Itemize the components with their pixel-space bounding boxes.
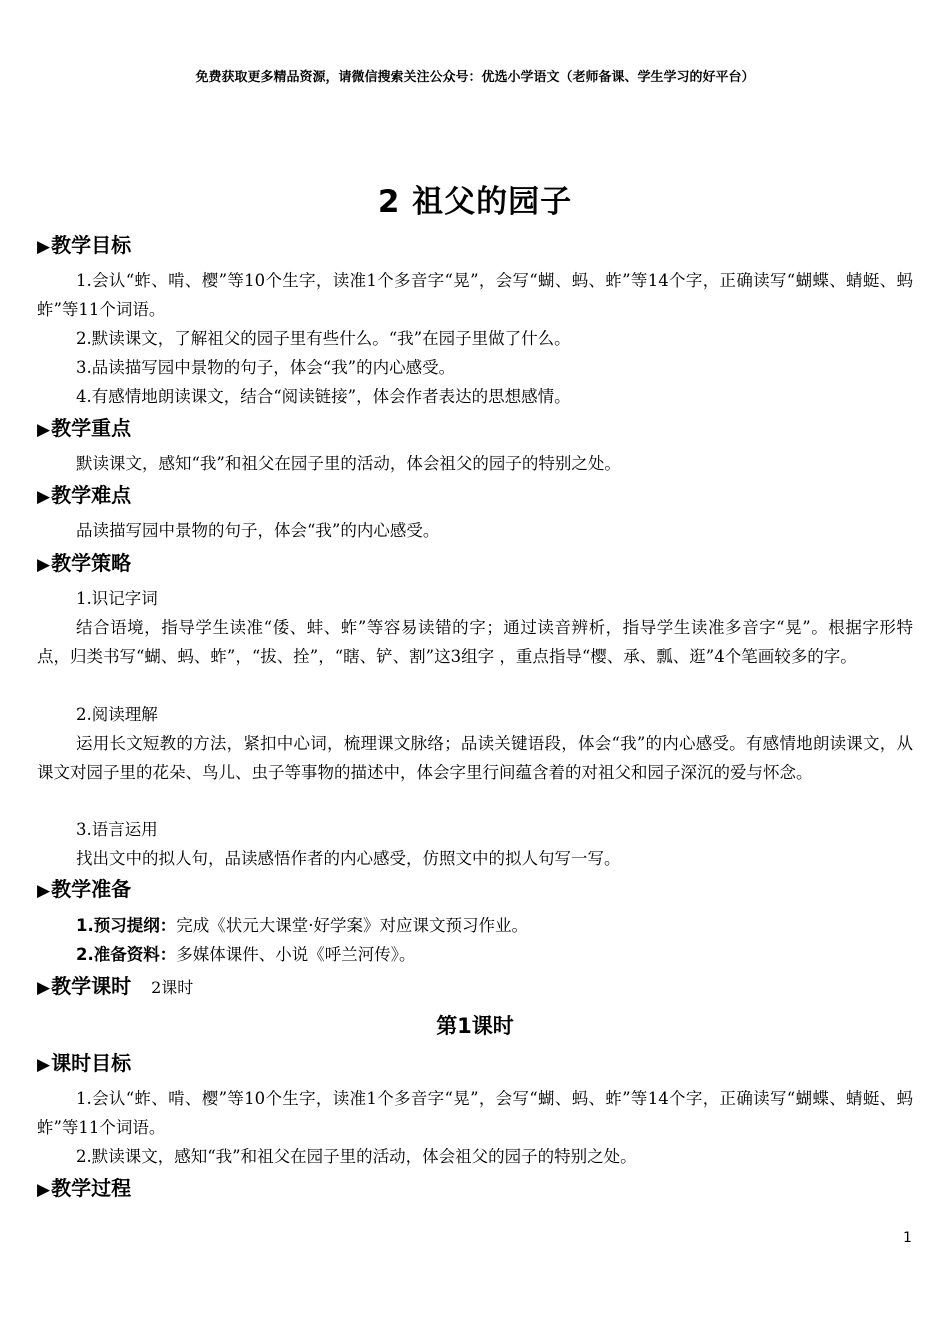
strategy-title: 2.阅读理解 [76,705,158,724]
preparation-item [37,911,913,940]
lesson-goal-item: 2.默读课文，感知“我”和祖父在园子里的活动，体会祖父的园子的特别之处。 [76,1147,637,1166]
strategy-text: 结合语境，指导学生读准“倭、蚌、蚱”等容易读错的字；通过读音辨析，指导学生读准多音字“晃”。根据字形特点，归类书写“蝴、蚂、蚱”，“拔、拴”，“瞎、铲、割”这3组字 ，重点指导“樱、承、瓢、逛”4个笔画较多的字。 [37,618,913,666]
page-number: 1 [903,1230,912,1246]
promo-banner: 免费获取更多精品资源，请微信搜索关注公众号：优选小学语文（老师备课、学生学习的好平台） [195,70,755,85]
preparation-label: 2.准备资料： [76,945,177,964]
triangle-marker-icon: ▶ [37,1055,51,1075]
goal-item: 2.默读课文，了解祖父的园子里有些什么。“我”在园子里做了什么。 [76,329,571,348]
heading-text: 教学目标 [51,233,132,257]
strategy-text: 运用长文短教的方法，紧扣中心词，梳理课文脉络；品读关键语段，体会“我”的内心感受。有感情地朗读课文，从课文对园子里的花朵、鸟儿、虫子等事物的描述中，体会字里行间蕴含着的对祖父和园子深沉的爱与怀念。 [37,734,913,782]
difficulties-text: 品读描写园中景物的句子，体会“我”的内心感受。 [76,521,440,540]
triangle-marker-icon: ▶ [37,237,51,257]
heading-text: 教学策略 [51,551,132,575]
strategy-title: 1.识记字词 [76,589,158,608]
document-title: 2 祖父的园子 [377,184,573,220]
class-hours-value: 2课时 [151,978,194,997]
heading-text: 教学难点 [51,483,132,507]
lesson-goal-item: 1.会认“蚱、啃、樱”等10个生字，读准1个多音字“晃”，会写“蝴、蚂、蚱”等14个字，正确读写“蝴蝶、蜻蜓、蚂蚱”等11个词语。 [37,1089,913,1137]
heading-text: 教学过程 [51,1176,132,1200]
triangle-marker-icon: ▶ [37,555,51,575]
heading-text: 教学课时 [51,974,132,998]
triangle-marker-icon: ▶ [37,420,51,440]
heading-text: 教学准备 [51,877,132,901]
heading-preparation [37,876,131,904]
triangle-marker-icon: ▶ [37,1180,51,1200]
triangle-marker-icon: ▶ [37,881,51,901]
goal-item: 4.有感情地朗读课文，结合“阅读链接”，体会作者表达的思想感情。 [76,387,571,406]
heading-teaching-goals [37,232,131,260]
preparation-item [37,940,913,969]
preparation-text: 完成《状元大课堂·好学案》对应课文预习作业。 [176,916,528,935]
heading-key-points [37,415,131,443]
heading-strategies [37,550,131,578]
goal-item: 1.会认“蚱、啃、樱”等10个生字，读准1个多音字“晃”，会写“蝴、蚂、蚱”等14个字，正确读写“蝴蝶、蜻蜓、蚂蚱”等11个词语。 [37,271,913,319]
heading-text: 教学重点 [51,416,132,440]
heading-text: 课时目标 [51,1051,132,1075]
triangle-marker-icon: ▶ [37,978,51,998]
lesson-title: 第1课时 [436,1014,514,1038]
key-points-text: 默读课文，感知“我”和祖父在园子里的活动，体会祖父的园子的特别之处。 [76,454,621,473]
preparation-text: 多媒体课件、小说《呼兰河传》。 [176,945,416,964]
strategy-title: 3.语言运用 [76,820,158,839]
triangle-marker-icon: ▶ [37,487,51,507]
heading-teaching-process [37,1175,131,1203]
heading-class-hours [37,973,193,1001]
preparation-label: 1.预习提纲： [76,916,177,935]
heading-difficulties [37,482,131,510]
goal-item: 3.品读描写园中景物的句子，体会“我”的内心感受。 [76,358,456,377]
heading-lesson-goals [37,1050,131,1078]
strategy-text: 找出文中的拟人句，品读感悟作者的内心感受，仿照文中的拟人句写一写。 [76,849,621,868]
